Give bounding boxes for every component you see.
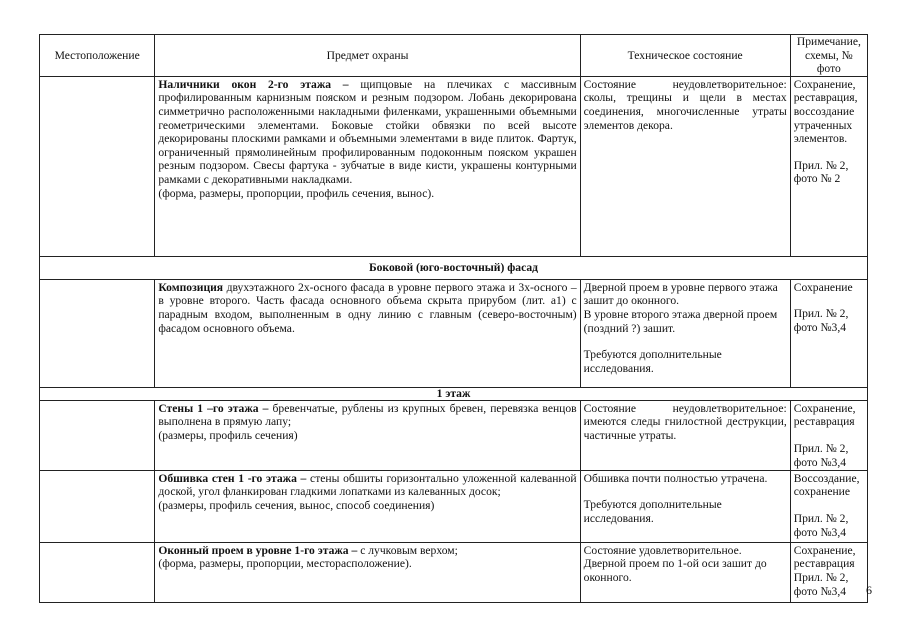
section-row	[40, 256, 868, 279]
subject-params: (размеры, профиль сечения, вынос, способ соединения)	[158, 498, 435, 512]
table-row	[40, 542, 868, 602]
note-action: Воссоздание, сохранение	[793, 471, 860, 499]
table-row	[40, 279, 868, 387]
condition-text: Требуются дополнительные исследования.	[583, 498, 722, 525]
subject-params: (форма, размеры, пропорции, месторасположение).	[158, 557, 412, 571]
header-condition: Техническое состояние	[580, 35, 790, 77]
subject-text: двухэтажного 2х-осного фасада в уровне первого этажа и 3х-осного – в уровне второго. Часть фасада основного объема скрыта прирубом (лит. а1) с парадным входом, выполненным в одну линию с главным (северо-восточным) фасадом основного объема.	[158, 280, 577, 335]
note-action: Сохранение	[793, 280, 853, 294]
subject-title: Обшивка стен 1 -го этажа –	[158, 471, 307, 485]
condition-text: В уровне второго этажа дверной проем (поздний ?) зашит.	[583, 307, 778, 335]
condition-cell: Состояние удовлетворительное. Дверной проем по 1-ой оси зашит до оконного.	[580, 542, 790, 602]
table-row	[40, 400, 868, 470]
header-note: Примечание, схемы, № фото	[790, 35, 867, 77]
header-row	[40, 35, 868, 77]
table-row	[40, 470, 868, 542]
header-subject: Предмет охраны	[155, 35, 580, 77]
subject-title: Наличники окон 2-го этажа –	[158, 77, 349, 91]
location-cell	[40, 542, 155, 602]
location-cell	[40, 470, 155, 542]
subject-title: Стены 1 –го этажа –	[158, 401, 269, 415]
subject-title: Оконный проем в уровне 1-го этажа –	[158, 543, 358, 557]
subject-params: (размеры, профиль сечения)	[158, 428, 298, 442]
condition-text: Требуются дополнительные исследования.	[583, 348, 722, 375]
subject-text: стены обшиты горизонтально уложенной калеванной доской, угол фланкирован гладкими лопатками из калеванных досок;	[158, 471, 577, 499]
subject-text: бревенчатые, рублены из крупных бревен, перевязка венцов выполнена в прямую лапу;	[158, 401, 577, 429]
note-cell	[790, 400, 867, 470]
header-location: Местоположение	[40, 35, 155, 77]
note-cell	[790, 542, 867, 602]
note-ref: Прил. № 2, фото №3,4	[793, 511, 849, 539]
note-cell	[790, 470, 867, 542]
subsection-row	[40, 387, 868, 400]
subject-cell	[155, 470, 580, 542]
section-title: Боковой (юго-восточный) фасад	[40, 256, 868, 279]
condition-cell	[580, 470, 790, 542]
subject-params: (форма, размеры, пропорции, профиль сечения, вынос).	[158, 186, 435, 200]
note-ref: Прил. № 2, фото № 2	[793, 158, 849, 186]
note-action: Сохранение, реставрация, воссоздание утраченных элементов.	[793, 77, 858, 146]
note-cell	[790, 279, 867, 387]
condition-cell	[580, 279, 790, 387]
note-action: Сохранение, реставрация	[793, 401, 856, 429]
subject-cell	[155, 400, 580, 470]
condition-text: Дверной проем в уровне первого этажа зашит до оконного.	[583, 280, 778, 308]
protection-table	[39, 34, 868, 603]
subject-title: Композиция	[158, 280, 224, 294]
condition-text: Обшивка почти полностью утрачена.	[583, 471, 768, 485]
subsection-title: 1 этаж	[40, 387, 868, 400]
note-cell	[790, 76, 867, 256]
note-ref: Прил. № 2, фото №3,4	[793, 570, 849, 598]
subject-cell	[155, 542, 580, 602]
subject-cell	[155, 76, 580, 256]
page-number: 6	[866, 583, 872, 597]
subject-text: щипцовые на плечиках с массивным профилированным карнизным пояском и резным подзором. Лобань декорирована симметрично расположенными накладными филенками, украшенными объемными геометрическими элементами. Боковые стойки обвязки по всей высоте декорированы плоскими рамками и объемными элементами в виде плиток. Фартук, ограниченный прямолинейным профилированным подоконным пояском украшен резным подзором. Свесы фартука - зубчатые в виде кисти, украшены контурными рамками с декоративными накладками.	[158, 77, 577, 186]
condition-cell: Состояние неудовлетворительное: имеются следы гнилостной деструкции, частичные утраты.	[580, 400, 790, 470]
location-cell	[40, 76, 155, 256]
subject-cell	[155, 279, 580, 387]
location-cell	[40, 279, 155, 387]
note-ref: Прил. № 2, фото №3,4	[793, 307, 849, 334]
condition-cell: Состояние неудовлетворительное: сколы, трещины и щели в местах соединения, многочисленные утраты элементов декора.	[580, 76, 790, 256]
note-ref: Прил. № 2, фото №3,4	[793, 441, 849, 469]
note-action: Сохранение, реставрация	[793, 543, 856, 571]
table-row	[40, 76, 868, 256]
location-cell	[40, 400, 155, 470]
subject-text: с лучковым верхом;	[357, 543, 458, 557]
